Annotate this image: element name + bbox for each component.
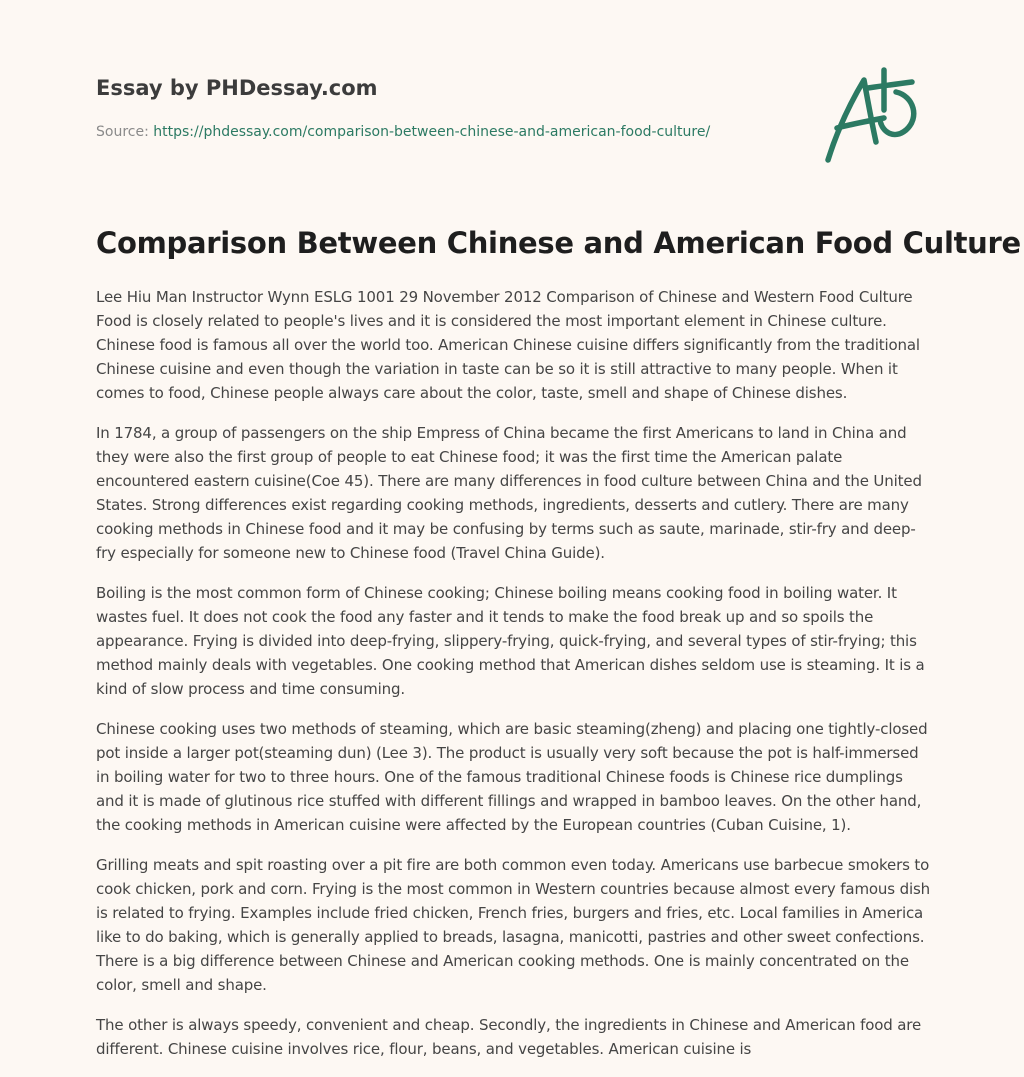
essay-paragraph: Boiling is the most common form of Chinese cooking; Chinese boiling means cooking food in boiling water. It wastes fuel. It does not cook the food any faster and it tends to make the food break up and so spoils the appearance. Frying is divided into deep-frying, slippery-frying, quick-frying, and several types of stir-frying; this method mainly deals with vegetables. One cooking method that American dishes seldom use is steaming. It is a kind of slow process and time consuming. [96, 584, 925, 698]
a-plus-logo-icon [818, 66, 930, 166]
essay-title: Comparison Between Chinese and American Food Culture [96, 226, 1021, 260]
source-link[interactable]: https://phdessay.com/comparison-between-chinese-and-american-food-culture/ [153, 124, 711, 140]
essay-paragraph: Grilling meats and spit roasting over a pit fire are both common even today. Americans use barbecue smokers to cook chicken, pork and corn. Frying is the most common in Western countries because almost every famous dish is related to frying. Examples include fried chicken, French fries, burgers and fries, etc. Local families in America like to do baking, which is generally applied to breads, lasagna, manicotti, pastries and other sweet confections. There is a big difference between Chinese and American cooking methods. One is mainly concentrated on the color, smell and shape. [96, 856, 930, 994]
essay-paragraph: Lee Hiu Man Instructor Wynn ESLG 1001 29 November 2012 Comparison of Chinese and Western Food Culture Food is closely related to people's lives and it is considered the most important element in Chinese culture. Chinese food is famous all over the world too. American Chinese cuisine differs significantly from the traditional Chinese cuisine and even though the variation in taste can be so it is still attractive to many people. When it comes to food, Chinese people always care about the color, taste, smell and shape of Chinese dishes. [96, 288, 920, 402]
site-brand: Essay by PHDessay.com [96, 76, 378, 100]
essay-body [96, 285, 930, 1077]
essay-paragraph: The other is always speedy, convenient and cheap. Secondly, the ingredients in Chinese and American food are different. Chinese cuisine involves rice, flour, beans, and vegetables. American cuisine is [96, 1016, 922, 1058]
source-label: Source: [96, 124, 154, 140]
essay-paragraph: In 1784, a group of passengers on the ship Empress of China became the first Americans to land in China and they were also the first group of people to eat Chinese food; it was the first time the American palate encountered eastern cuisine(Coe 45). There are many differences in food culture between China and the United States. Strong differences exist regarding cooking methods, ingredients, desserts and cutlery. There are many cooking methods in Chinese food and it may be confusing by terms such as saute, marinade, stir-fry and deep-fry especially for someone new to Chinese food (Travel China Guide). [96, 424, 922, 562]
essay-paragraph: Chinese cooking uses two methods of steaming, which are basic steaming(zheng) and placing one tightly-closed pot inside a larger pot(steaming dun) (Lee 3). The product is usually very soft because the pot is half-immersed in boiling water for two to three hours. One of the famous traditional Chinese foods is Chinese rice dumplings and it is made of glutinous rice stuffed with different fillings and wrapped in bamboo leaves. On the other hand, the cooking methods in American cuisine were affected by the European countries (Cuban Cuisine, 1). [96, 720, 928, 834]
source-line [96, 124, 710, 140]
